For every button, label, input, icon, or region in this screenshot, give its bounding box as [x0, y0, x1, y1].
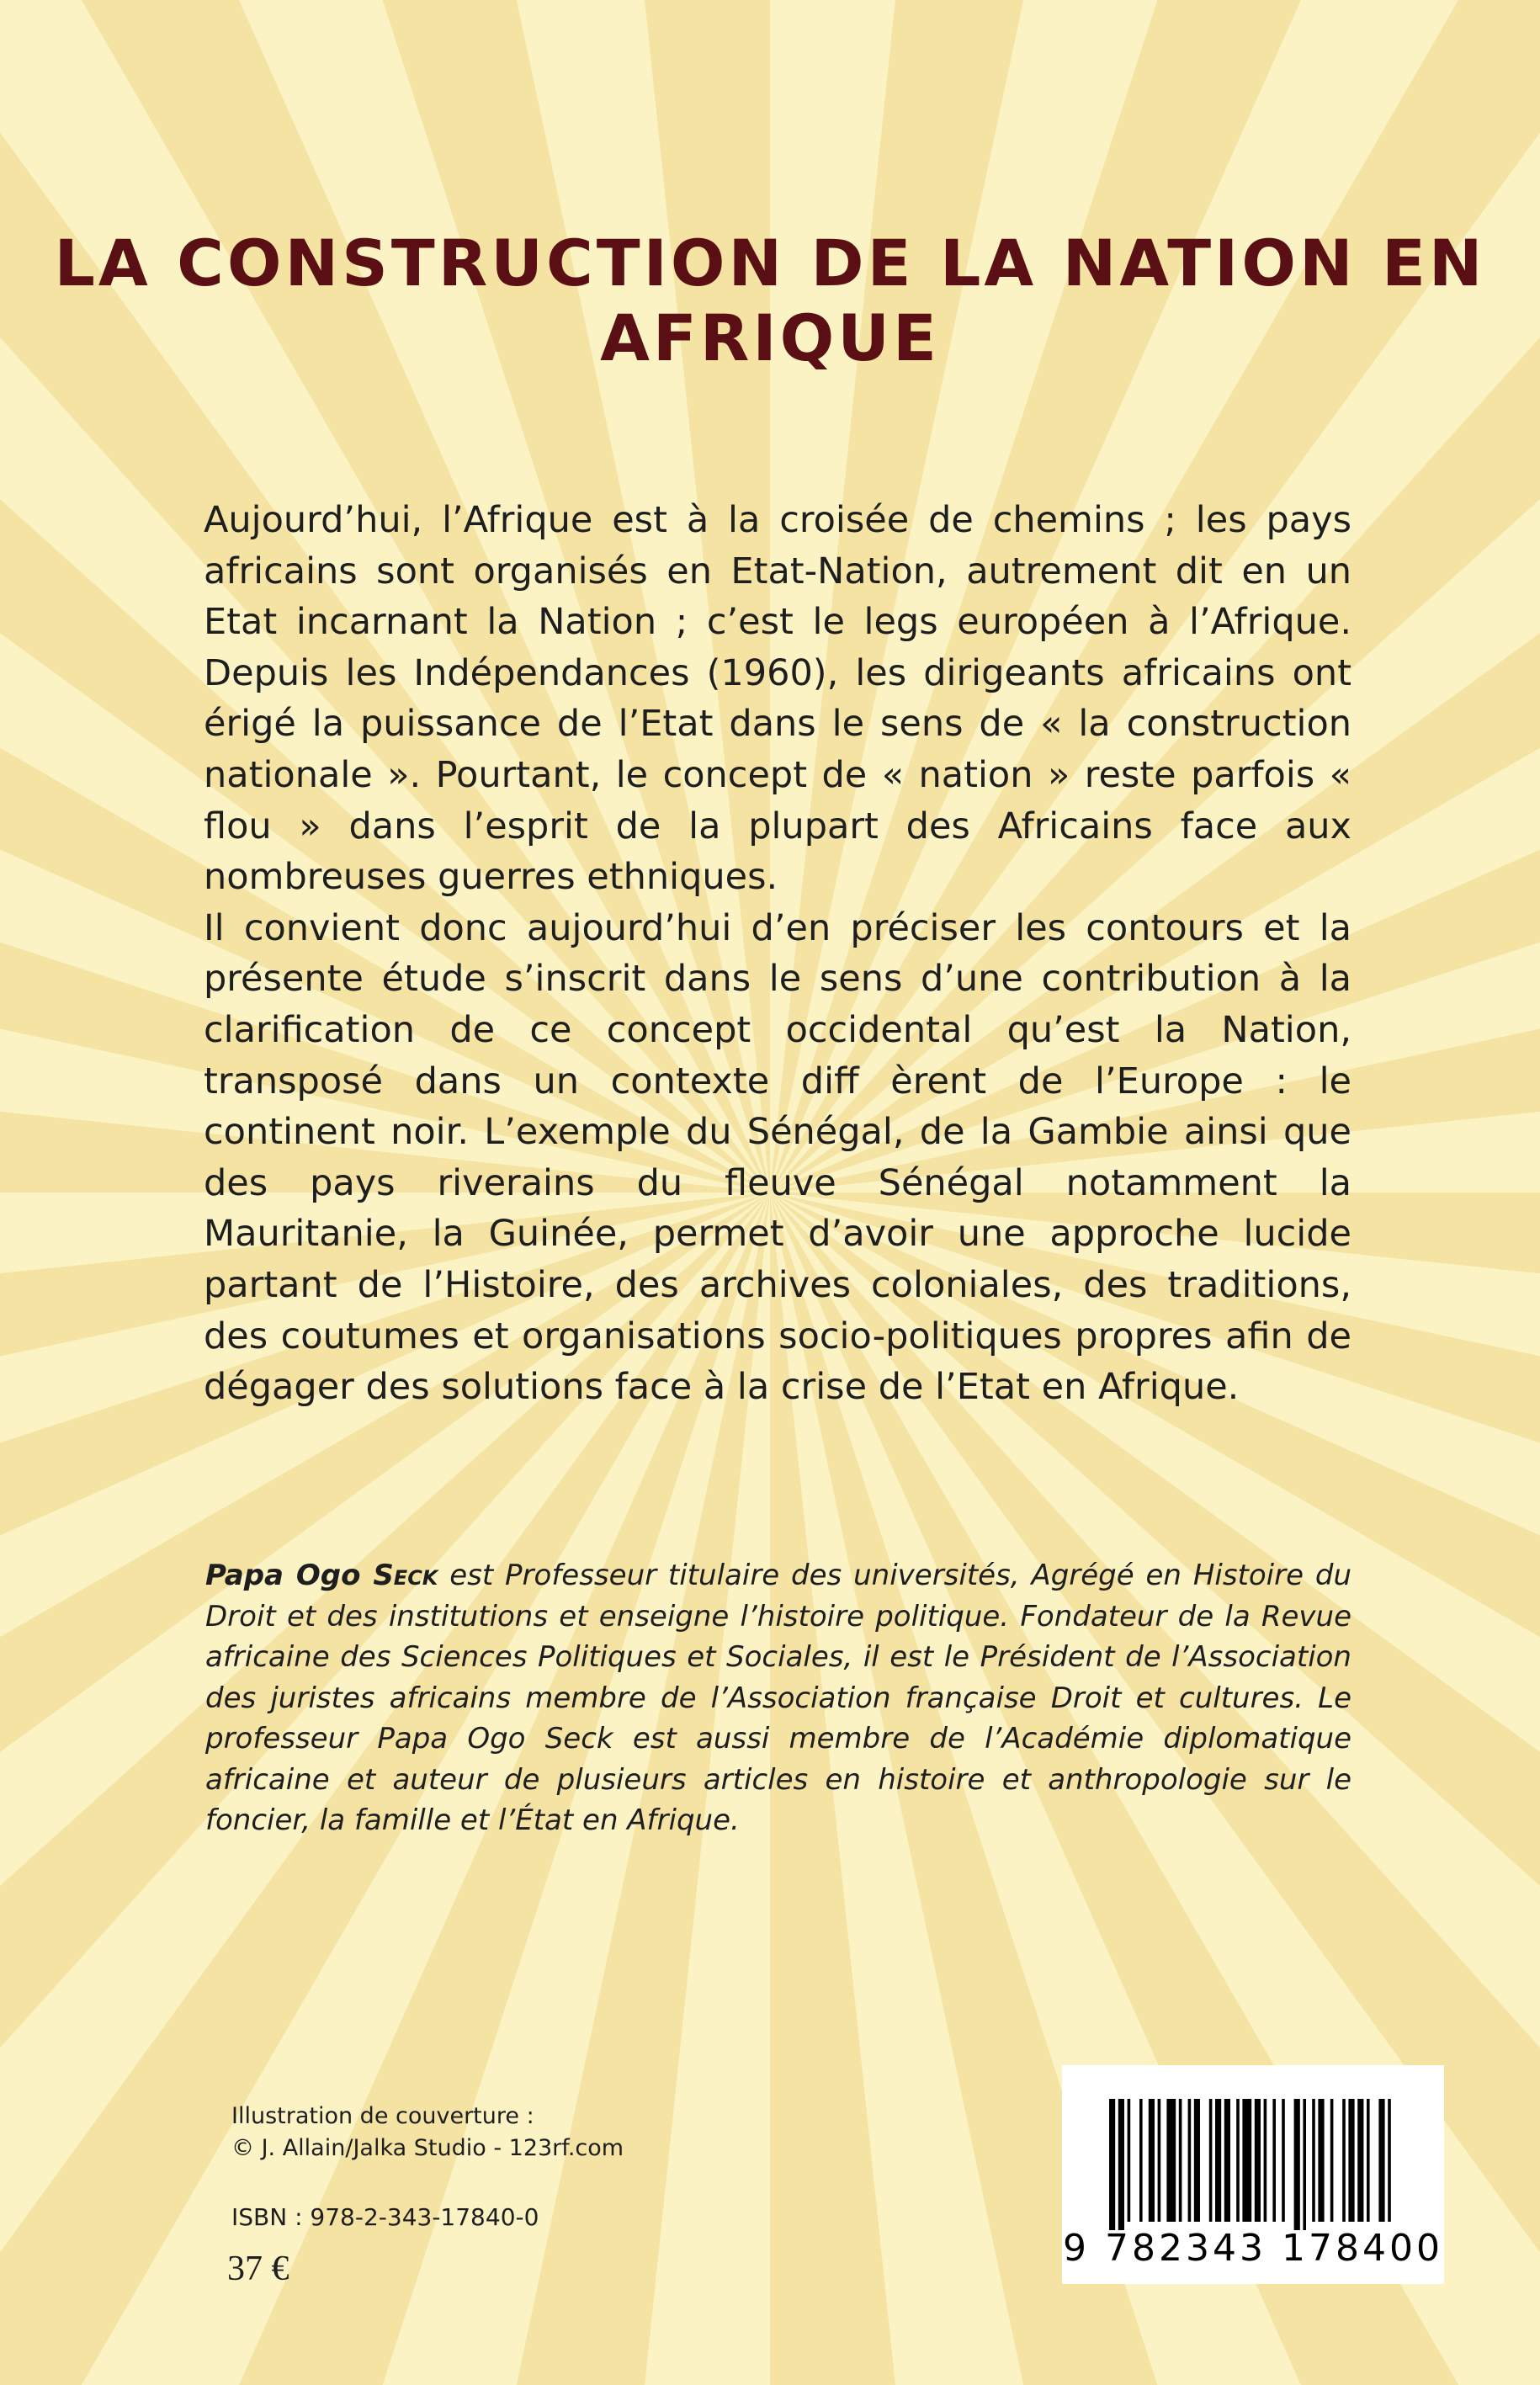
- barcode-bar: [1264, 2099, 1267, 2222]
- barcode-bar: [1272, 2099, 1276, 2222]
- barcode-bar: [1118, 2099, 1124, 2230]
- author-first-names: Papa Ogo: [205, 1559, 361, 1592]
- author-bio-text: est Professeur titulaire des universités, Agrégé en Histoire du Droit et des institutions et enseigne l’histoire politique. Fondateur de la Revue africaine des Sciences Politiques et Sociales, il est le Président de l’Association des juristes africains membre de l’Association française Droit et cultures. Le professeur Papa Ogo Seck est aussi membre de l’Académie diplomatique africaine et auteur de plusieurs articles en histoire et anthropologie sur le foncier, la famille et l’État en Afrique.: [205, 1559, 1351, 1837]
- barcode-bar: [1139, 2099, 1143, 2222]
- barcode-bar: [1215, 2099, 1221, 2222]
- barcode-bar: [1149, 2099, 1155, 2222]
- cover-credit-value: © J. Allain/Jalka Studio - 123rf.com: [231, 2135, 624, 2161]
- author-name: [205, 1559, 438, 1592]
- barcode-bar: [1367, 2099, 1370, 2222]
- barcode-digits: 9 782343 178400: [1063, 2227, 1443, 2270]
- barcode-bar: [1209, 2099, 1213, 2222]
- barcode-bar: [1158, 2099, 1161, 2222]
- book-title: LA CONSTRUCTION DE LA NATION EN AFRIQUE: [54, 226, 1486, 375]
- barcode-bar: [1303, 2099, 1306, 2230]
- barcode-bar: [1388, 2099, 1391, 2222]
- barcode-bar: [1236, 2099, 1240, 2222]
- barcode-bar: [1357, 2099, 1363, 2222]
- author-bio: [205, 1555, 1351, 1841]
- cover-credit-label: Illustration de couverture :: [231, 2103, 534, 2129]
- barcode-bar: [1109, 2099, 1115, 2230]
- barcode-bar: [1179, 2099, 1182, 2222]
- barcode-bar: [1318, 2099, 1324, 2222]
- barcode: [1062, 2065, 1444, 2284]
- summary-paragraph: Aujourd’hui, l’Afrique est à la croisée de chemins ; les pays africains sont organisés en Etat-Nation, autrement dit en un Etat incarnant la Nation ; c’est le legs européen à l’Afrique. Depuis les Indépendances (1960), les dirigeants africains ont érigé la puissance de l’Etat dans le sens de « la construction nationale ». Pourtant, le concept de « nation » reste parfois « flou » dans l’esprit de la plupart des Africains face aux nombreuses guerres ethniques.: [204, 499, 1351, 899]
- barcode-bar: [1348, 2099, 1354, 2222]
- barcode-bar: [1194, 2099, 1200, 2222]
- barcode-bar: [1378, 2099, 1384, 2222]
- barcode-bar: [1342, 2099, 1346, 2222]
- barcode-bar: [1282, 2099, 1285, 2222]
- barcode-bar: [1330, 2099, 1334, 2222]
- cover-credit: [231, 2101, 624, 2165]
- barcode-bar: [1242, 2099, 1251, 2222]
- book-summary: [204, 495, 1351, 1413]
- barcode-bar: [1224, 2099, 1230, 2222]
- author-surname: Seck: [373, 1559, 438, 1592]
- barcode-bar: [1255, 2099, 1261, 2222]
- barcode-bar: [1312, 2099, 1315, 2222]
- barcode-bar: [1294, 2099, 1300, 2230]
- summary-paragraph: Il convient donc aujourd’hui d’en préciser les contours et la présente étude s’inscrit dans le sens d’une contribution à la clarification de ce concept occidental qu’est la Nation, transposé dans un contexte diff èrent de l’Europe : le continent noir. L’exemple du Sénégal, de la Gambie ainsi que des pays riverains du fleuve Sénégal notamment la Mauritanie, la Guinée, permet d’avoir une approche lucide partant de l’Histoire, des archives coloniales, des traditions, des coutumes et organisations socio-politiques propres afin de dégager des solutions face à la crise de l’Etat en Afrique.: [204, 906, 1351, 1409]
- isbn: ISBN : 978-2-343-17840-0: [231, 2203, 539, 2231]
- barcode-bar: [1188, 2099, 1192, 2222]
- barcode-bar: [1128, 2099, 1131, 2222]
- price: 37 €: [227, 2250, 289, 2288]
- barcode-bar: [1166, 2099, 1176, 2222]
